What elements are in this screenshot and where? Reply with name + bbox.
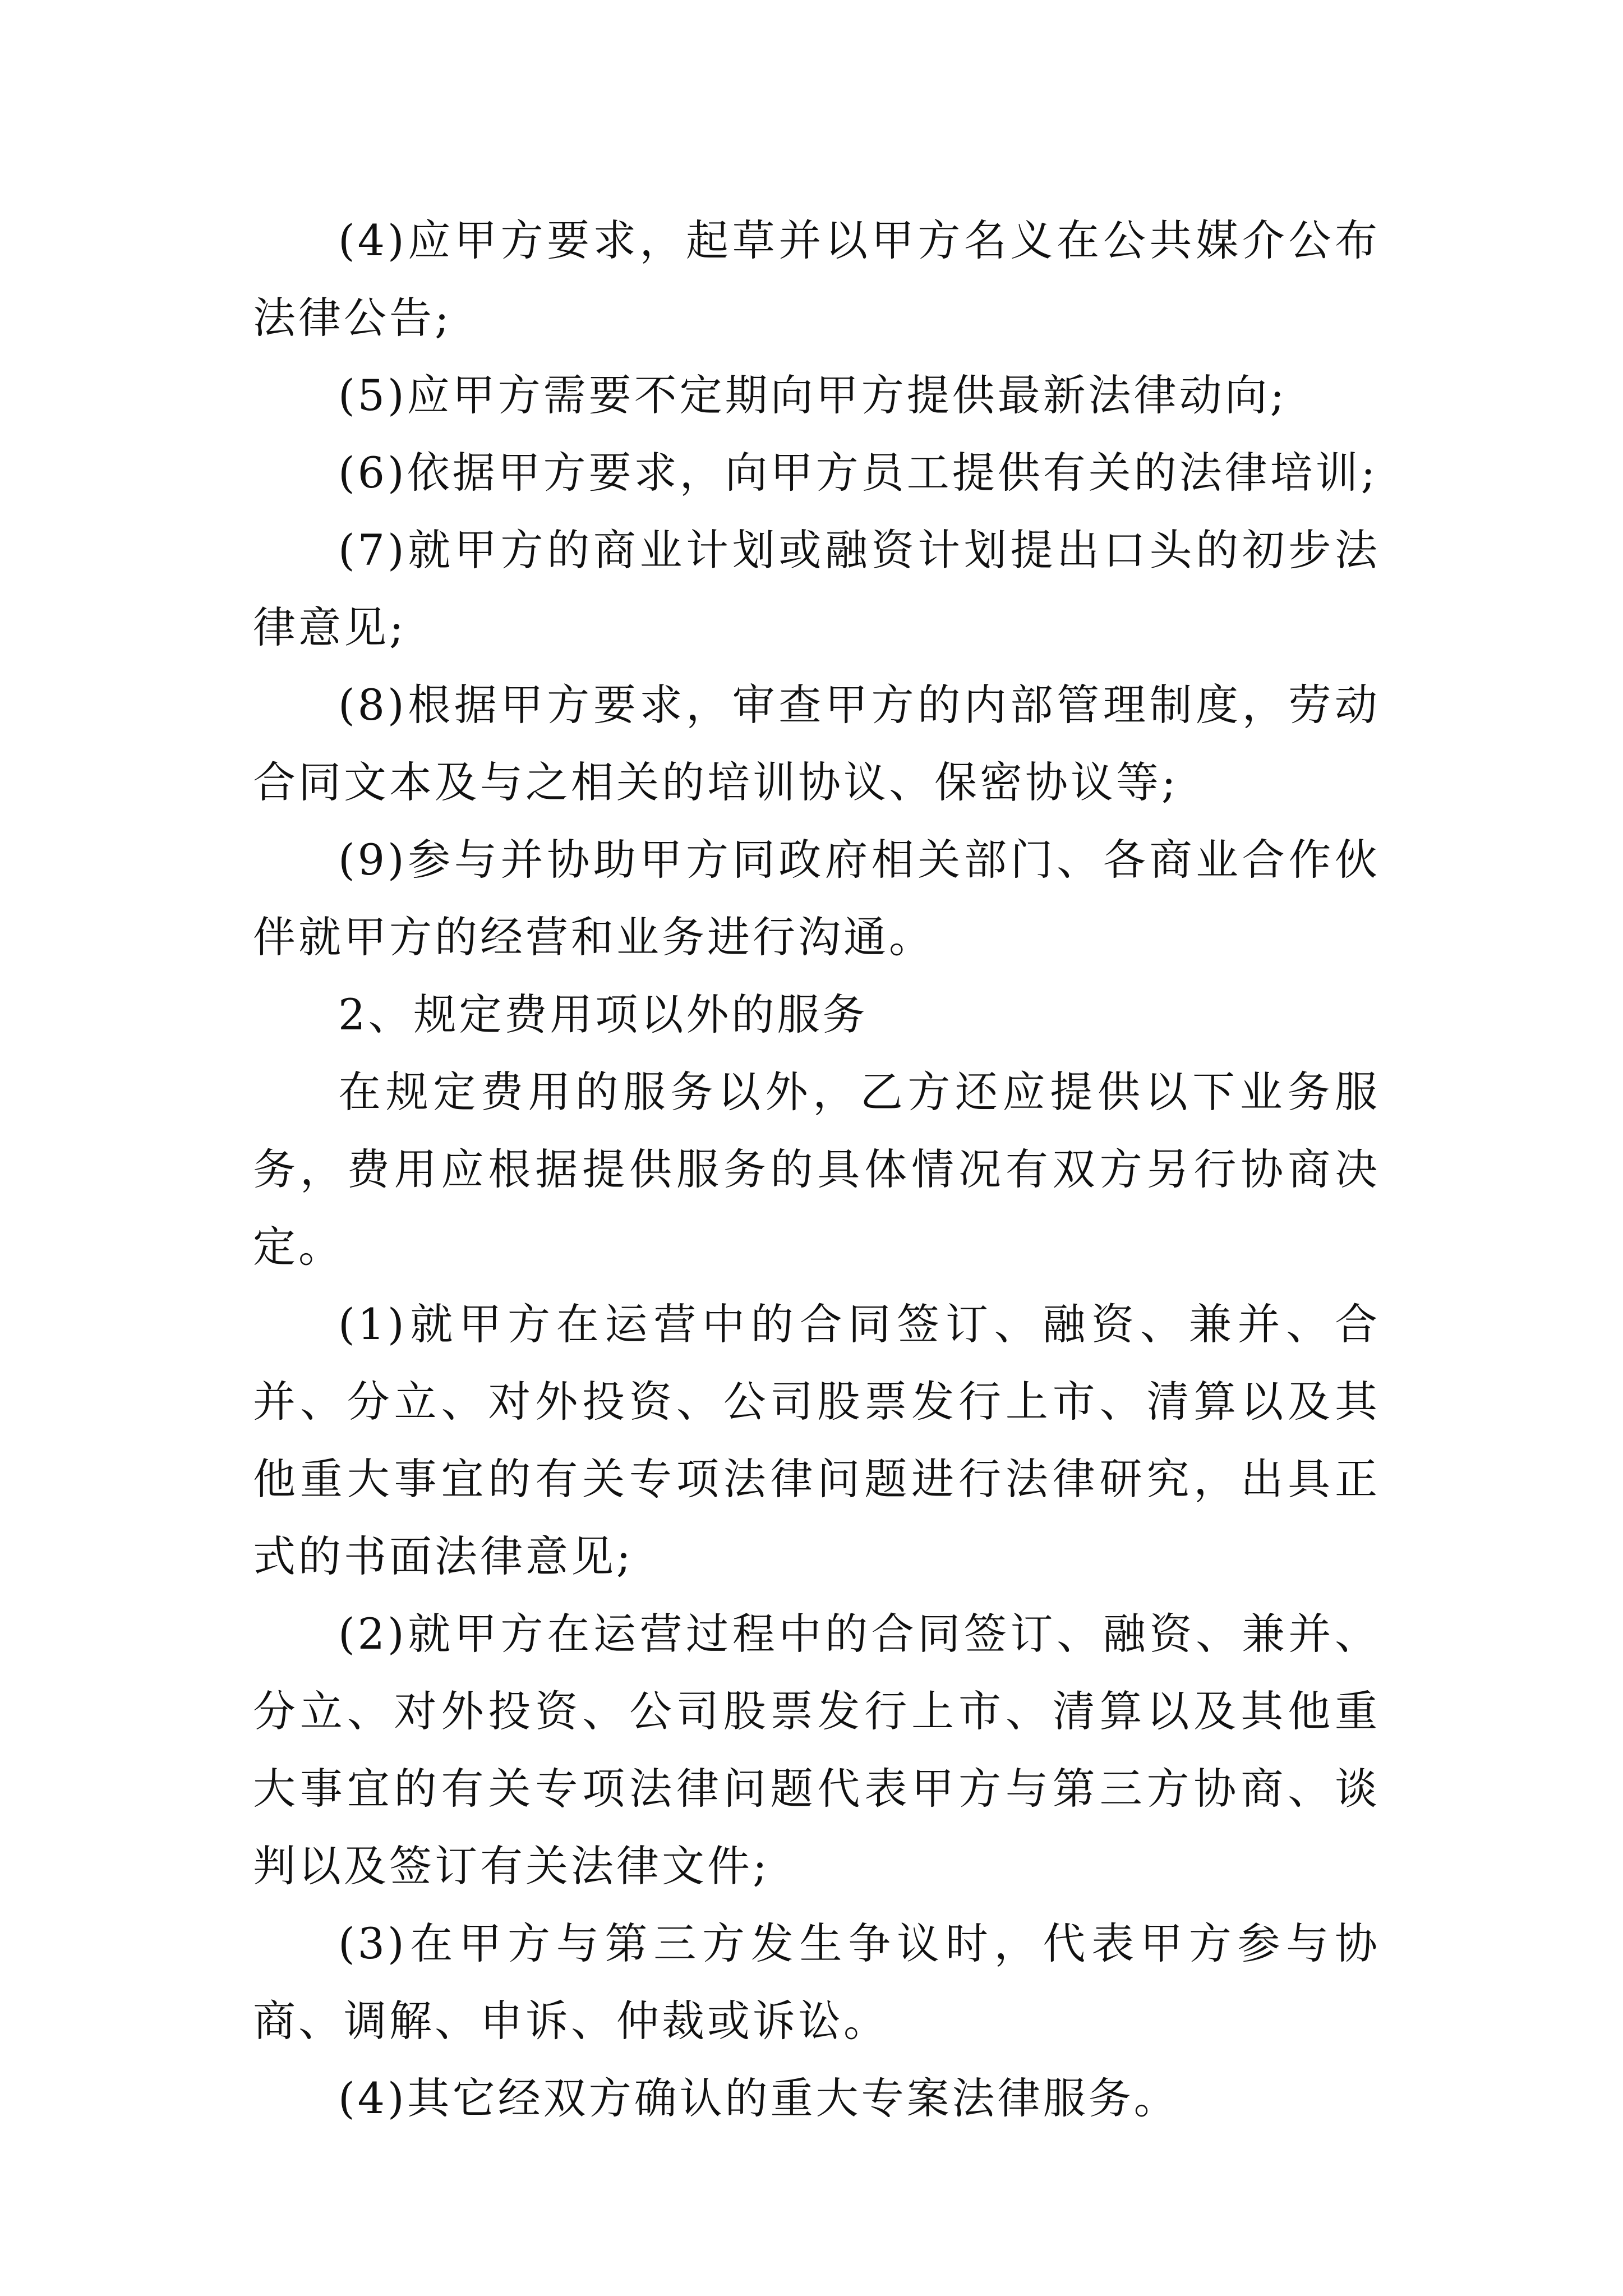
paragraph-item-7-preliminary-opinion: (7)就甲方的商业计划或融资计划提出口头的初步法律意见; <box>253 525 1380 652</box>
paragraph-extra-item-3-disputes: (3)在甲方与第三方发生争议时，代表甲方参与协商、调解、申诉、仲裁或诉讼。 <box>253 1918 1380 2046</box>
paragraph-item-9-communication: (9)参与并协助甲方同政府相关部门、各商业合作伙伴就甲方的经营和业务进行沟通。 <box>253 835 1380 962</box>
paragraph-item-8-review-policies: (8)根据甲方要求，审查甲方的内部管理制度，劳动合同文本及与之相关的培训协议、保密协议等; <box>253 680 1380 807</box>
section-heading-extra-services: 2、规定费用项以外的服务 <box>338 990 868 1039</box>
paragraph-extra-item-1-research: (1)就甲方在运营中的合同签订、融资、兼并、合并、分立、对外投资、公司股票发行上市、清算以及其他重大事宜的有关专项法律问题进行法律研究，出具正式的书面法律意见; <box>253 1299 1380 1581</box>
paragraph-extra-item-2-negotiation: (2)就甲方在运营过程中的合同签订、融资、兼并、分立、对外投资、公司股票发行上市、清算以及其他重大事宜的有关专项法律问题代表甲方与第三方协商、谈判以及签订有关法律文件; <box>253 1609 1380 1891</box>
paragraph-item-5-legal-trends: (5)应甲方需要不定期向甲方提供最新法律动向; <box>338 370 1288 420</box>
document-body <box>253 202 1380 2137</box>
paragraph-item-6-legal-training: (6)依据甲方要求，向甲方员工提供有关的法律培训; <box>338 448 1378 498</box>
paragraph-extra-item-4-other: (4)其它经双方确认的重大专案法律服务。 <box>338 2073 1179 2123</box>
paragraph-extra-services-intro: 在规定费用的服务以外，乙方还应提供以下业务服务，费用应根据提供服务的具体情况有双方另行协商决定。 <box>253 1067 1380 1272</box>
paragraph-item-4-legal-notice: (4)应甲方要求，起草并以甲方名义在公共媒介公布法律公告; <box>253 215 1380 343</box>
